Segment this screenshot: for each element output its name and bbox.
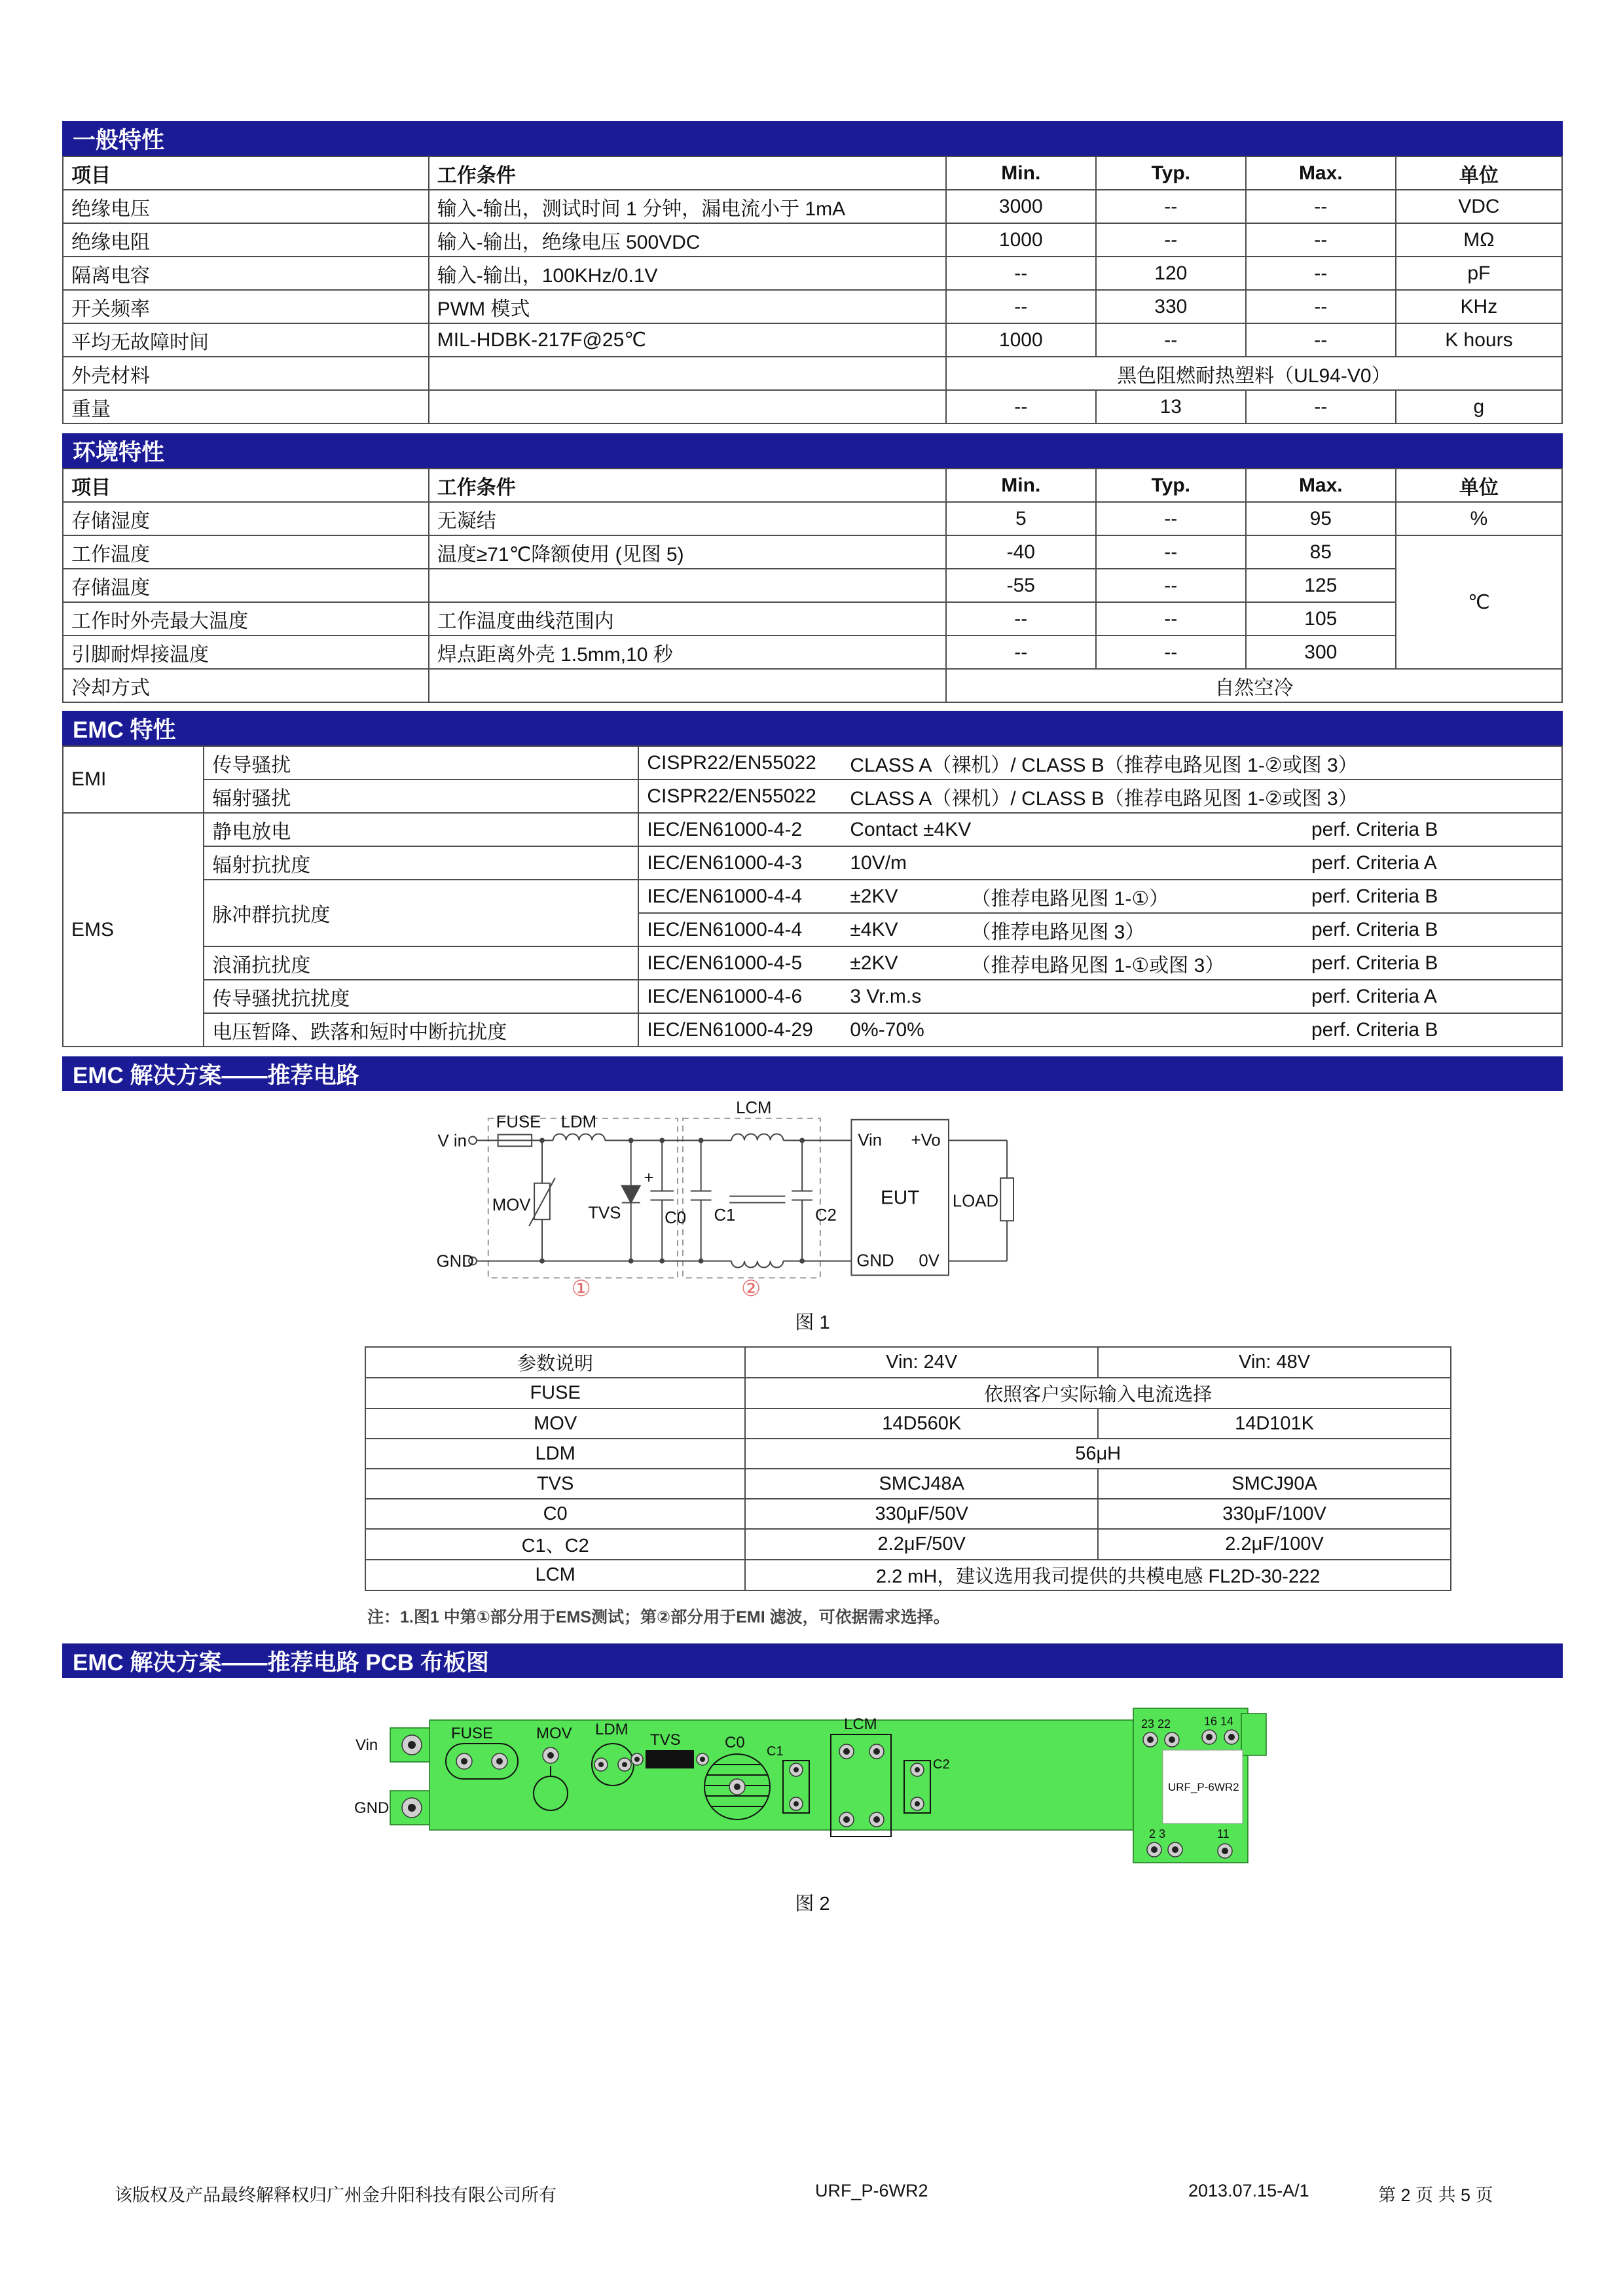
emc-criteria: perf. Criteria A — [1311, 852, 1437, 874]
environment-table — [62, 468, 1563, 703]
table-row — [63, 223, 1562, 257]
emc-value: ±4KV — [850, 918, 898, 941]
figure-1-note: 注：1.图1 中第①部分用于EMS测试；第②部分用于EMI 滤波，可依据需求选择。 — [367, 1608, 950, 1626]
section-bar-circuit — [62, 1056, 1563, 1091]
pcb-label-lcm: LCM — [844, 1715, 877, 1733]
pcb-layout-image — [354, 1687, 1271, 1884]
cell-max: -- — [1246, 190, 1396, 223]
footer-page-info: 第 2 页 共 5 页 — [1378, 2185, 1493, 2205]
table-row — [63, 569, 1562, 602]
recommended-circuit-schematic — [436, 1100, 1189, 1302]
cell-48v: 330μF/100V — [1098, 1499, 1451, 1529]
pcb-label-tvs: TVS — [650, 1731, 681, 1749]
table-row — [63, 1013, 1562, 1047]
cell-unit: % — [1396, 502, 1562, 535]
cell-condition: 无凝结 — [429, 502, 946, 535]
header-unit: 单位 — [1396, 469, 1562, 502]
section-bar-environment — [62, 433, 1563, 468]
header-condition: 工作条件 — [429, 469, 946, 502]
cell-item: 脉冲群抗扰度 — [204, 880, 638, 946]
emc-criteria: perf. Criteria B — [1311, 818, 1438, 840]
cell-48v: 2.2μF/100V — [1098, 1529, 1451, 1560]
table-header-row — [63, 156, 1562, 190]
table-row — [63, 669, 1562, 702]
pcb-tvs-body — [646, 1750, 694, 1768]
section-bar-emc — [62, 711, 1563, 745]
emc-note: （推荐电路见图 3） — [971, 921, 1145, 943]
cell-min: 1000 — [946, 223, 1096, 257]
table-row — [63, 323, 1562, 357]
cell-unit-merged: ℃ — [1396, 535, 1562, 669]
pcb-label-pad-11: 11 — [1217, 1827, 1230, 1840]
figure-2-caption: 图 2 — [795, 1893, 830, 1914]
cell-param: TVS — [365, 1469, 745, 1499]
cell-item: 辐射骚扰 — [204, 780, 638, 813]
emc-criteria: perf. Criteria B — [1311, 885, 1438, 907]
cell-param: LCM — [365, 1560, 745, 1590]
cell-detail — [638, 946, 1562, 980]
table-row — [63, 780, 1562, 813]
header-min: Min. — [946, 156, 1096, 190]
cell-condition: MIL-HDBK-217F@25℃ — [429, 323, 946, 357]
table-row — [63, 946, 1562, 980]
circuit-label-load: LOAD — [952, 1192, 999, 1211]
circuit-label-c2: C2 — [814, 1206, 837, 1225]
cell-typ: -- — [1096, 569, 1246, 602]
emc-value: 3 Vr.m.s — [850, 985, 922, 1007]
cell-param: MOV — [365, 1408, 745, 1439]
cell-typ: 13 — [1096, 390, 1246, 423]
table-row — [63, 880, 1562, 913]
cell-24v: 14D560K — [745, 1408, 1098, 1439]
cell-item: 存储湿度 — [63, 502, 429, 535]
table-row — [365, 1499, 1451, 1529]
emc-standard: IEC/EN61000-4-6 — [647, 985, 803, 1007]
cell-min: 5 — [946, 502, 1096, 535]
table-row — [63, 535, 1562, 569]
cell-max: 125 — [1246, 569, 1396, 602]
header-item: 项目 — [63, 156, 429, 190]
header-typ: Typ. — [1096, 156, 1246, 190]
cell-unit: KHz — [1396, 290, 1562, 323]
cell-param: LDM — [365, 1439, 745, 1469]
circuit-label-vin: V in — [437, 1132, 467, 1151]
circuit-label-c1: C1 — [714, 1206, 736, 1225]
emc-value: CLASS A（裸机）/ CLASS B（推荐电路见图 1-②或图 3） — [850, 754, 1358, 776]
cell-max: 105 — [1246, 602, 1396, 636]
cell-ems-group: EMS — [63, 813, 204, 1047]
cell-param: C0 — [365, 1499, 745, 1529]
cell-item: 工作温度 — [63, 535, 429, 569]
section-title: EMC 解决方案——推荐电路 — [73, 1062, 359, 1088]
datasheet-page — [62, 121, 1563, 1916]
pcb-label-fuse: FUSE — [451, 1725, 494, 1742]
cell-min: -- — [946, 602, 1096, 636]
cell-typ: -- — [1096, 223, 1246, 257]
cell-typ: -- — [1096, 602, 1246, 636]
cell-item: 引脚耐焊接温度 — [63, 636, 429, 669]
header-max: Max. — [1246, 469, 1396, 502]
emc-note: （推荐电路见图 1-①或图 3） — [971, 954, 1225, 977]
cell-condition: PWM 模式 — [429, 290, 946, 323]
header-typ: Typ. — [1096, 469, 1246, 502]
cell-min: -- — [946, 636, 1096, 669]
cell-emi-group: EMI — [63, 746, 204, 813]
circuit-label-eut-gnd: GND — [856, 1251, 894, 1270]
circuit-section1-marker: ① — [571, 1277, 591, 1302]
cell-item: 浪涌抗扰度 — [204, 946, 638, 980]
load-resistor-symbol — [1000, 1178, 1013, 1221]
table-row — [365, 1560, 1451, 1590]
cell-24v: SMCJ48A — [745, 1469, 1098, 1499]
emc-criteria: perf. Criteria B — [1311, 918, 1438, 941]
table-row — [365, 1469, 1451, 1499]
cell-param: FUSE — [365, 1378, 745, 1408]
header-unit: 单位 — [1396, 156, 1562, 190]
emc-value: ±2KV — [850, 952, 898, 974]
cell-min: -- — [946, 257, 1096, 290]
cell-span-value: 黑色阻燃耐热塑料（UL94-V0） — [946, 357, 1562, 390]
cell-detail — [638, 846, 1562, 880]
cell-min: 3000 — [946, 190, 1096, 223]
param-header: 参数说明 — [365, 1347, 745, 1378]
section-title: EMC 特性 — [73, 717, 176, 743]
cell-unit: VDC — [1396, 190, 1562, 223]
cell-min: -- — [946, 290, 1096, 323]
cell-item: 开关频率 — [63, 290, 429, 323]
circuit-label-eut-0v: 0V — [919, 1251, 939, 1270]
cell-max: -- — [1246, 390, 1396, 423]
cell-item: 传导骚扰 — [204, 746, 638, 780]
table-row — [63, 846, 1562, 880]
circuit-section2-marker: ② — [741, 1277, 761, 1302]
table-row — [63, 746, 1562, 780]
cell-item: 重量 — [63, 390, 429, 423]
emc-value: CLASS A（裸机）/ CLASS B（推荐电路见图 1-②或图 3） — [850, 787, 1358, 810]
pcb-label-model: URF_P-6WR2 — [1168, 1781, 1239, 1793]
cell-min: -- — [946, 390, 1096, 423]
emc-table — [62, 745, 1563, 1047]
param-header-48v: Vin: 48V — [1098, 1347, 1451, 1378]
cell-unit: MΩ — [1396, 223, 1562, 257]
cell-detail — [638, 913, 1562, 946]
cell-unit: K hours — [1396, 323, 1562, 357]
cell-item: 存储温度 — [63, 569, 429, 602]
table-row — [63, 257, 1562, 290]
cell-24v: 330μF/50V — [745, 1499, 1098, 1529]
circuit-label-mov: MOV — [492, 1196, 531, 1215]
lcm-top-winding — [731, 1134, 783, 1141]
circuit-label-c0-plus: + — [644, 1168, 654, 1187]
table-row — [63, 813, 1562, 846]
figure-1-caption: 图 1 — [795, 1312, 830, 1333]
cell-max: -- — [1246, 223, 1396, 257]
cell-span-value: 2.2 mH，建议选用我司提供的共模电感 FL2D-30-222 — [745, 1560, 1451, 1590]
cell-condition: 工作温度曲线范围内 — [429, 602, 946, 636]
emc-standard: CISPR22/EN55022 — [647, 751, 816, 774]
pcb-label-ldm: LDM — [595, 1721, 629, 1738]
cell-item: 冷却方式 — [63, 669, 429, 702]
header-min: Min. — [946, 469, 1096, 502]
table-row — [63, 502, 1562, 535]
emc-standard: IEC/EN61000-4-5 — [647, 952, 803, 974]
vin-terminal — [469, 1136, 477, 1144]
emc-value: 10V/m — [850, 852, 907, 874]
emc-standard: IEC/EN61000-4-2 — [647, 818, 803, 840]
cell-min: -40 — [946, 535, 1096, 569]
cell-max: 300 — [1246, 636, 1396, 669]
cell-typ: -- — [1096, 636, 1246, 669]
table-header-row — [365, 1347, 1451, 1378]
cell-detail — [638, 880, 1562, 913]
pcb-label-vin: Vin — [356, 1736, 378, 1754]
cell-typ: -- — [1096, 190, 1246, 223]
footer-revision: 2013.07.15-A/1 — [1188, 2181, 1309, 2200]
table-header-row — [63, 469, 1562, 502]
pcb-label-c0: C0 — [725, 1734, 745, 1751]
cell-max: -- — [1246, 290, 1396, 323]
cell-item: 辐射抗扰度 — [204, 846, 638, 880]
emc-value: ±2KV — [850, 885, 898, 907]
table-row — [365, 1378, 1451, 1408]
emc-criteria: perf. Criteria A — [1311, 985, 1437, 1007]
cell-item: 平均无故障时间 — [63, 323, 429, 357]
emc-standard: IEC/EN61000-4-3 — [647, 852, 803, 874]
cell-item: 隔离电容 — [63, 257, 429, 290]
circuit-label-eut-vin: Vin — [858, 1131, 883, 1150]
circuit-label-tvs: TVS — [588, 1204, 621, 1223]
lcm-bottom-winding — [731, 1261, 783, 1268]
cell-detail — [638, 1013, 1562, 1047]
cell-condition — [429, 390, 946, 423]
cell-typ: -- — [1096, 535, 1246, 569]
cell-48v: SMCJ90A — [1098, 1469, 1451, 1499]
cell-item: 工作时外壳最大温度 — [63, 602, 429, 636]
tvs-diode-symbol — [622, 1186, 640, 1203]
table-row — [365, 1408, 1451, 1439]
cell-detail — [638, 780, 1562, 813]
footer-model: URF_P-6WR2 — [815, 2181, 928, 2200]
cell-item: 传导骚扰抗扰度 — [204, 980, 638, 1013]
figure-2-pcb — [62, 1687, 1563, 1916]
cell-item: 静电放电 — [204, 813, 638, 846]
emc-criteria: perf. Criteria B — [1311, 1018, 1438, 1041]
table-row — [63, 357, 1562, 390]
table-row — [63, 636, 1562, 669]
cell-max: -- — [1246, 257, 1396, 290]
section-title: 一般特性 — [73, 127, 165, 153]
cell-typ: -- — [1096, 323, 1246, 357]
page-footer — [0, 2181, 1623, 2207]
pcb-label-mov: MOV — [536, 1725, 572, 1742]
pcb-label-pads-2-3: 2 3 — [1149, 1827, 1166, 1840]
emc-standard: IEC/EN61000-4-29 — [647, 1018, 813, 1041]
cell-span-value: 依照客户实际输入电流选择 — [745, 1378, 1451, 1408]
cell-max: 95 — [1246, 502, 1396, 535]
cell-typ: 120 — [1096, 257, 1246, 290]
table-row — [63, 190, 1562, 223]
cell-min: -55 — [946, 569, 1096, 602]
pcb-label-pads-16-14: 16 14 — [1204, 1715, 1234, 1728]
emc-value: Contact ±4KV — [850, 818, 972, 840]
footer-copyright: 该版权及产品最终解释权归广州金升阳科技有限公司所有 — [115, 2185, 556, 2205]
cell-item: 绝缘电压 — [63, 190, 429, 223]
cell-span-value: 自然空冷 — [946, 669, 1562, 702]
cell-condition: 输入-输出，测试时间 1 分钟，漏电流小于 1mA — [429, 190, 946, 223]
emc-standard: IEC/EN61000-4-4 — [647, 918, 803, 941]
pcb-label-c2: C2 — [933, 1757, 950, 1772]
cell-unit: g — [1396, 390, 1562, 423]
cell-unit: pF — [1396, 257, 1562, 290]
section-title: 环境特性 — [73, 439, 165, 465]
circuit-label-ldm: LDM — [560, 1113, 597, 1132]
cell-max: 85 — [1246, 535, 1396, 569]
cell-detail — [638, 746, 1562, 780]
general-table — [62, 156, 1563, 424]
circuit-label-fuse: FUSE — [496, 1113, 541, 1132]
emc-standard: IEC/EN61000-4-4 — [647, 885, 803, 907]
cell-detail — [638, 980, 1562, 1013]
circuit-label-lcm: LCM — [736, 1100, 772, 1117]
cell-typ: -- — [1096, 502, 1246, 535]
cell-typ: 330 — [1096, 290, 1246, 323]
table-row — [365, 1529, 1451, 1560]
pcb-label-gnd: GND — [354, 1799, 390, 1817]
cell-detail — [638, 813, 1562, 846]
circuit-label-eut: EUT — [880, 1187, 920, 1209]
cell-48v: 14D101K — [1098, 1408, 1451, 1439]
cell-24v: 2.2μF/50V — [745, 1529, 1098, 1560]
pcb-main-strip — [429, 1720, 1133, 1830]
pcb-label-pads-23-22: 23 22 — [1141, 1717, 1171, 1731]
header-max: Max. — [1246, 156, 1396, 190]
pcb-right-tab — [1241, 1713, 1266, 1755]
cell-max: -- — [1246, 323, 1396, 357]
emc-value: 0%-70% — [850, 1018, 924, 1041]
cell-item: 电压暂降、跌落和短时中断抗扰度 — [204, 1013, 638, 1047]
table-row — [63, 290, 1562, 323]
cell-min: 1000 — [946, 323, 1096, 357]
table-row — [63, 390, 1562, 423]
cell-condition — [429, 357, 946, 390]
circuit-label-c0: C0 — [665, 1209, 687, 1228]
cell-item: 绝缘电阻 — [63, 223, 429, 257]
cell-condition — [429, 669, 946, 702]
header-condition: 工作条件 — [429, 156, 946, 190]
circuit-label-eut-vo: +Vo — [911, 1131, 941, 1150]
cell-condition: 输入-输出，绝缘电压 500VDC — [429, 223, 946, 257]
cell-item: 外壳材料 — [63, 357, 429, 390]
emc-standard: CISPR22/EN55022 — [647, 785, 816, 807]
header-item: 项目 — [63, 469, 429, 502]
pcb-label-c1: C1 — [767, 1744, 784, 1759]
ldm-inductor-symbol — [553, 1134, 605, 1141]
cell-condition — [429, 569, 946, 602]
table-row — [365, 1439, 1451, 1469]
emc-note: （推荐电路见图 1-①） — [971, 888, 1169, 910]
cell-param: C1、C2 — [365, 1529, 745, 1560]
figure-1-circuit — [62, 1100, 1563, 1335]
cell-condition: 输入-输出，100KHz/0.1V — [429, 257, 946, 290]
circuit-label-gnd: GND — [436, 1252, 474, 1271]
emc-criteria: perf. Criteria B — [1311, 952, 1438, 974]
section-title: EMC 解决方案——推荐电路 PCB 布板图 — [73, 1649, 489, 1676]
section-bar-pcb — [62, 1643, 1563, 1678]
table-row — [63, 602, 1562, 636]
param-header-24v: Vin: 24V — [745, 1347, 1098, 1378]
circuit-parameter-table — [365, 1346, 1451, 1591]
table-row — [63, 980, 1562, 1013]
section-bar-general — [62, 121, 1563, 156]
cell-condition: 焊点距离外壳 1.5mm,10 秒 — [429, 636, 946, 669]
cell-condition: 温度≥71℃降额使用 (见图 5) — [429, 535, 946, 569]
cell-span-value: 56μH — [745, 1439, 1451, 1469]
